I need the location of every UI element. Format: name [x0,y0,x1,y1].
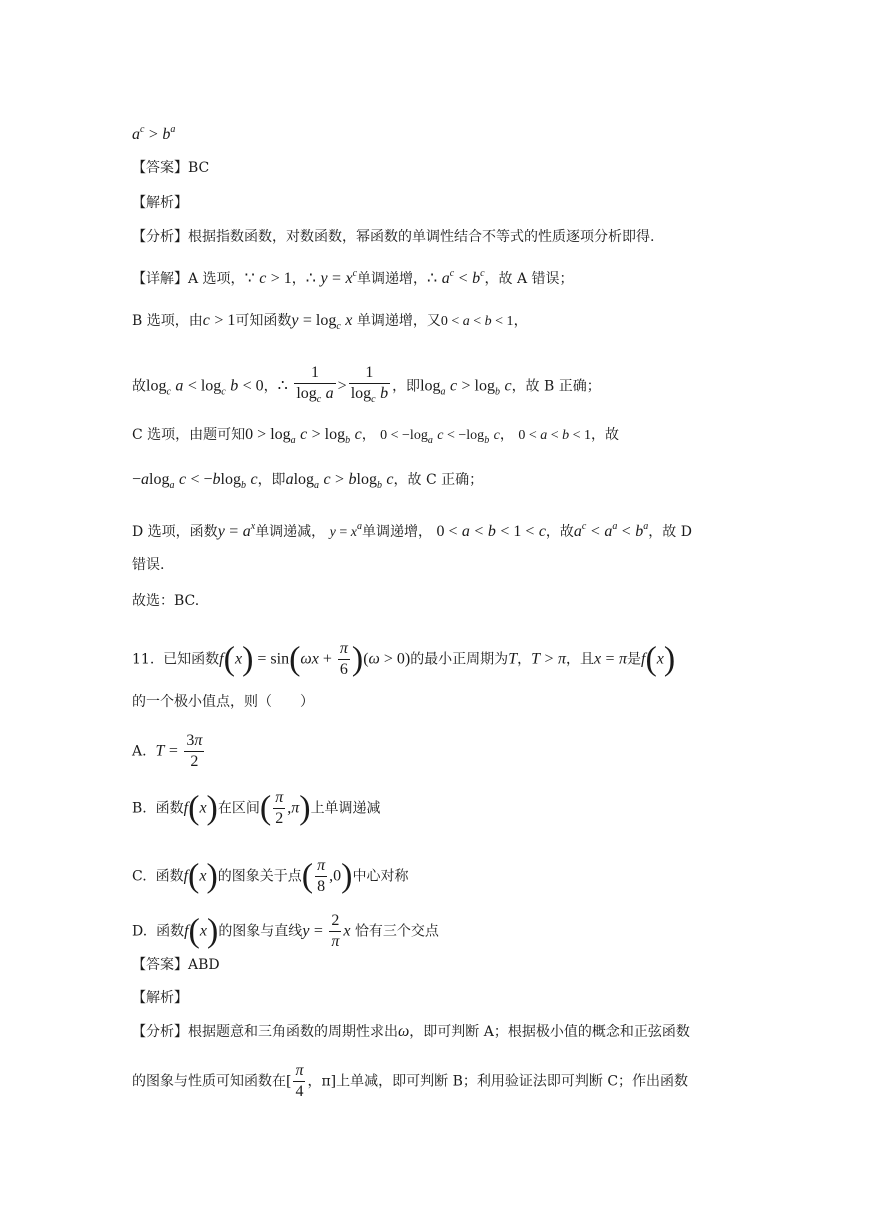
answer-line [132,158,209,178]
answer-value: BC [188,160,210,176]
detail-b-line2: 故$\log_c a < \log_c b < 0$，∴ $\frac{1}{\log_c a}$ > $\frac{1}{\log_c b}$ ，即$\log_a c > \log_b c$，故 B 正确； [132,364,601,405]
detail-c-line: C 选项，由题可知$0 > \log_a c > \log_b c$， $0 < -\log_a$ $c < -\log_b$ c， 0 < a < b < 1，故 [132,426,620,446]
question-11: 11. 已知函数f(x) = sin(ωx + $\frac{\pi}{6}$ )(ω > 0)的最小正周期为T，T > π，且x = π是f(x) [132,640,676,678]
answer-label: 【答案】 [132,160,188,176]
answer-line-2: 【答案】ABD [132,957,220,973]
fenxi-line-2: 【分析】根据题意和三角函数的周期性求出ω，即可判断 A；根据极小值的概念和正弦函数 [132,1023,690,1040]
final-choice-line: 故选：BC. [132,593,200,609]
option-c: C. 函数f(x)的图象关于点( $\frac{\pi}{8}$ ,0)中心对称 [132,857,409,895]
detail-d-line2: 错误. [132,557,165,573]
detail-b-line: B 选项，由c > 1可知函数$y = \log_c x$ 单调递增，又0 < a < b < 1， [132,312,528,332]
analysis-label-2: 【解析】 [132,990,188,1006]
analysis-label: 【解析】 [132,195,188,211]
detail-c-line2: −alog$_a$ c < −blog$_b$ c，即alog$_a$ c > blog$_b$ c，故 C 正确； [132,471,484,491]
detail-a-line: 【详解】A 选项，∵ c > 1，∴ $y = x^c$单调递增，∴ $a^c < b^c$，故 A 错误； [132,268,574,287]
inequality-line: $a^c > b^a$ [132,124,176,143]
option-b: B. 函数f(x)在区间( $\frac{\pi}{2}$ ,π)上单调递减 [132,789,381,827]
fenxi-line: 【分析】根据指数函数，对数函数，幂函数的单调性结合不等式的性质逐项分析即得. [132,229,655,245]
fenxi-line-2b: 的图象与性质可知函数在[ $\frac{\pi}{4}$ ，π]上单减，即可判断 B；利用验证法即可判断 C；作出函数 [132,1062,689,1100]
option-d: D. 函数f(x)的图象与直线y = $\frac{2}{\pi}$ x 恰有三个交点 [132,912,439,950]
option-a: A. T = $\frac{3\pi}{2}$ [132,732,203,770]
detail-d-line: D 选项，函数$y = a^x$单调递减， $y = x^a$单调递增， 0 < a < b < 1 < c，故$a^c < a^a < b^a$，故 D [132,521,692,540]
question-11-line2: 的一个极小值点，则（ ） [132,694,314,710]
